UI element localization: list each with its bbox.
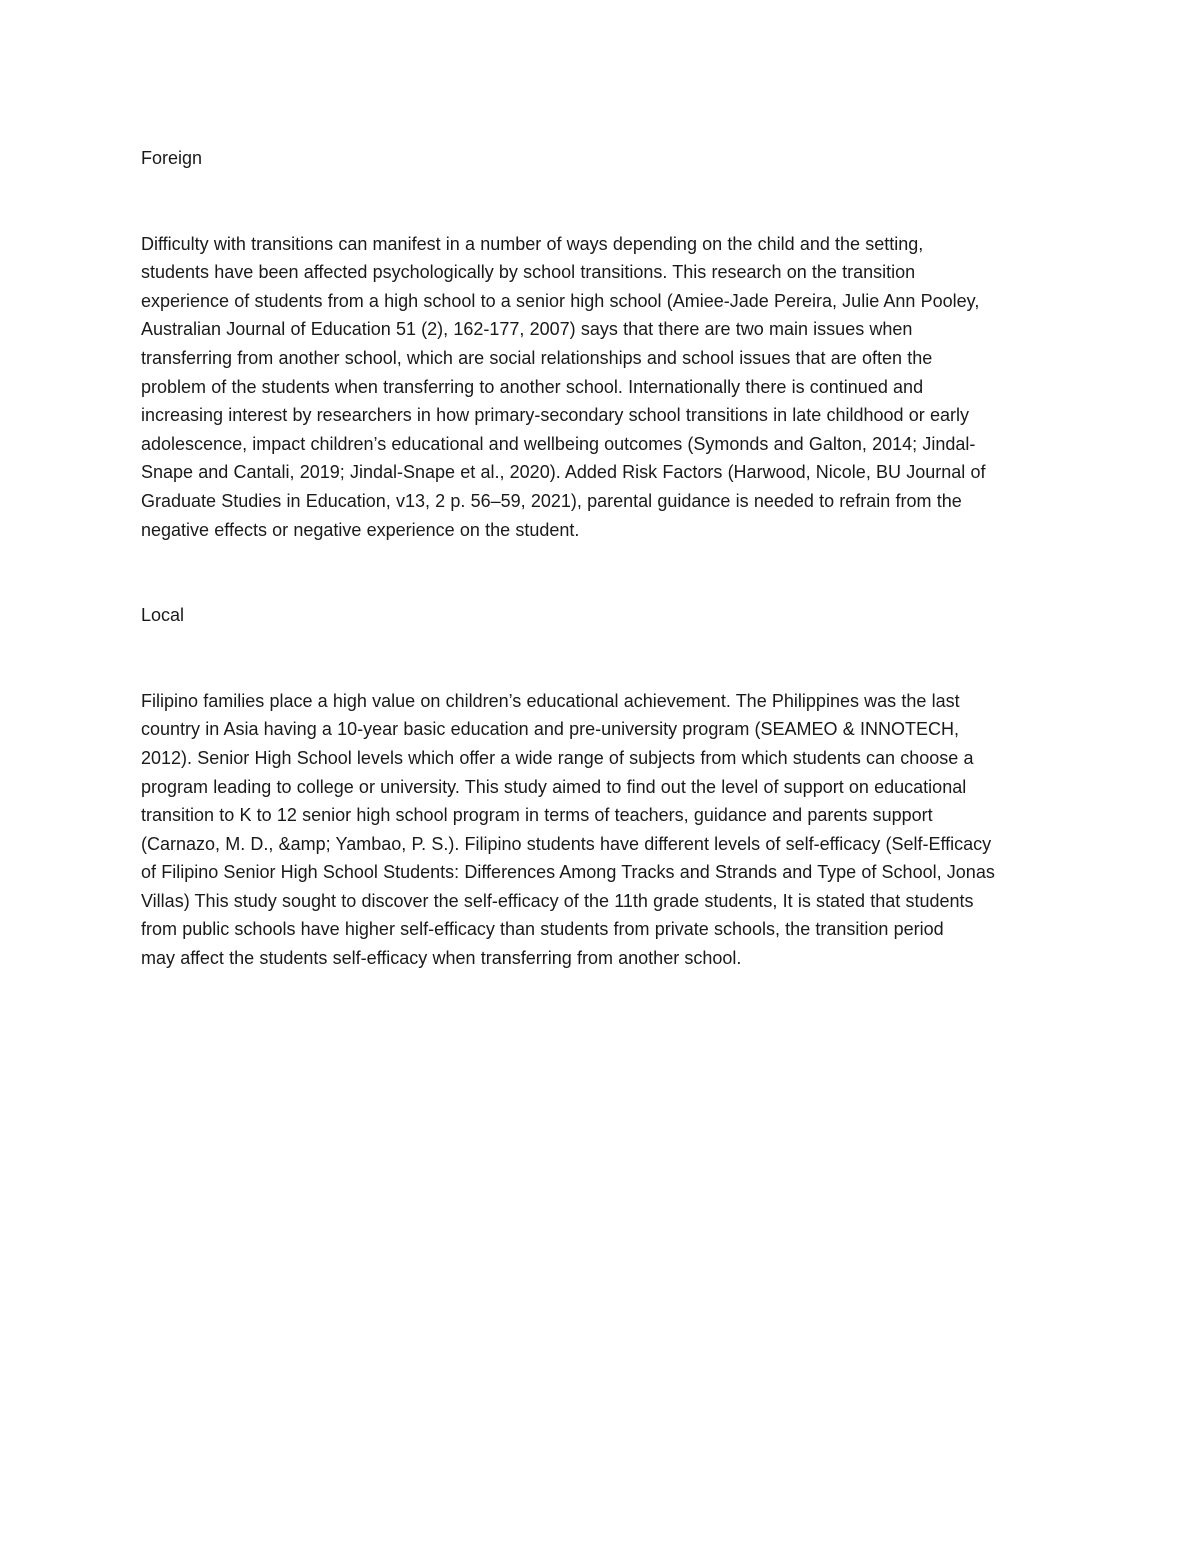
paragraph-line: may affect the students self-efficacy when transferring from another school. [141, 948, 742, 969]
paragraph-line: Graduate Studies in Education, v13, 2 p. 56–59, 2021), parental guidance is needed to refrain from the [141, 490, 962, 511]
paragraph-line: negative effects or negative experience on the student. [141, 519, 580, 540]
paragraph-line: students have been affected psychologically by school transitions. This research on the transition [141, 262, 916, 283]
document-body [141, 144, 1061, 973]
paragraph-line: Difficulty with transitions can manifest in a number of ways depending on the child and the setting, [141, 233, 924, 254]
paragraph-line: (Carnazo, M. D., &amp; Yambao, P. S.). Filipino students have different levels of self-efficacy (Self-Efficacy [141, 833, 992, 854]
paragraph-line: 2012). Senior High School levels which offer a wide range of subjects from which students can choose a [141, 747, 974, 768]
paragraph-line: Filipino families place a high value on children’s educational achievement. The Philippines was the last [141, 690, 960, 711]
section-paragraph-local [141, 687, 1061, 973]
paragraph-line: transition to K to 12 senior high school program in terms of teachers, guidance and parents support [141, 805, 933, 826]
paragraph-line: program leading to college or university. This study aimed to find out the level of support on educational [141, 776, 967, 797]
paragraph-line: adolescence, impact children’s educational and wellbeing outcomes (Symonds and Galton, 2014; Jindal- [141, 433, 976, 454]
paragraph-line: transferring from another school, which are social relationships and school issues that are often the [141, 347, 933, 368]
paragraph-line: Villas) This study sought to discover the self-efficacy of the 11th grade students, It is stated that students [141, 890, 974, 911]
paragraph-line: country in Asia having a 10-year basic education and pre-university program (SEAMEO & INNOTECH, [141, 719, 959, 740]
paragraph-line: experience of students from a high school to a senior high school (Amiee-Jade Pereira, Julie Ann Pooley, [141, 290, 980, 311]
paragraph-line: from public schools have higher self-efficacy than students from private schools, the transition period [141, 919, 944, 940]
paragraph-line: increasing interest by researchers in how primary-secondary school transitions in late childhood or early [141, 405, 969, 426]
paragraph-line: problem of the students when transferring to another school. Internationally there is continued and [141, 376, 924, 397]
paragraph-line: Australian Journal of Education 51 (2), 162-177, 2007) says that there are two main issues when [141, 319, 913, 340]
paragraph-line: of Filipino Senior High School Students: Differences Among Tracks and Strands and Type of School, Jonas [141, 862, 995, 883]
section-heading-foreign: Foreign [141, 148, 203, 168]
section-paragraph-foreign [141, 230, 1061, 545]
paragraph-line: Snape and Cantali, 2019; Jindal-Snape et al., 2020). Added Risk Factors (Harwood, Nicole, BU Journal of [141, 462, 986, 483]
section-heading-local: Local [141, 605, 185, 626]
